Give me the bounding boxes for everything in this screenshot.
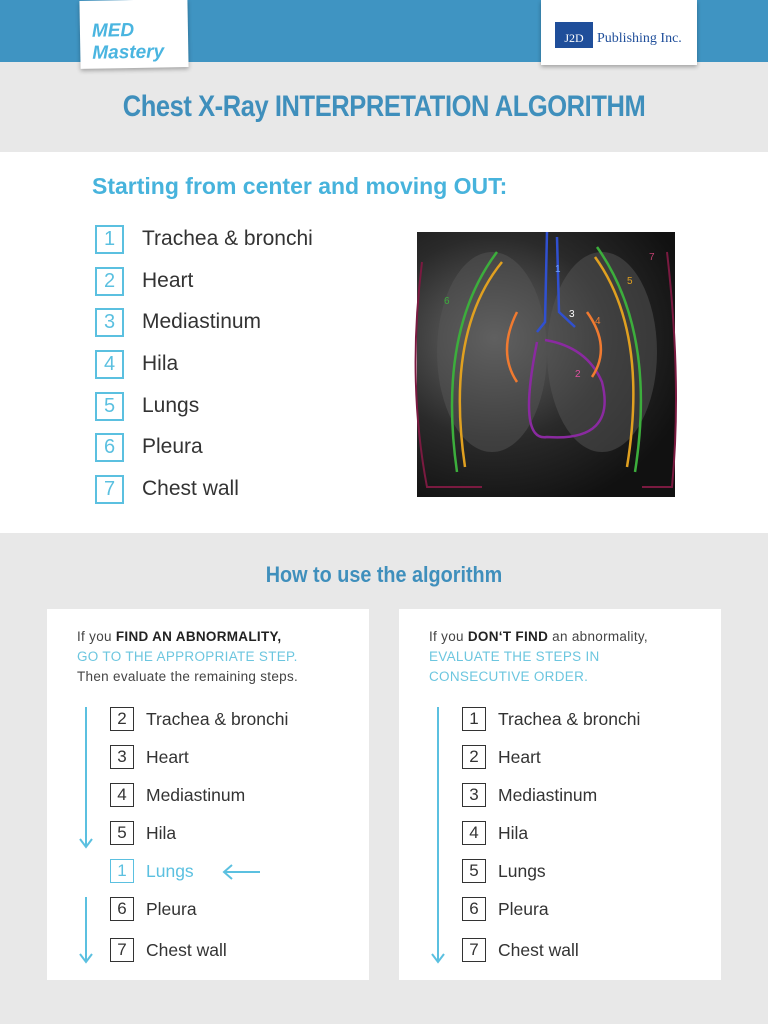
step-item — [95, 392, 199, 420]
howto-title: How to use the algorithm — [265, 562, 503, 587]
step-number: 1 — [462, 707, 486, 731]
step-number: 4 — [110, 783, 134, 807]
logo-text: MED Mastery — [91, 19, 165, 64]
step-number: 3 — [462, 783, 486, 807]
no-abnormality-card — [399, 609, 721, 980]
step-label: Hila — [142, 352, 179, 375]
algorithm-step — [110, 821, 176, 845]
down-arrow-icon — [429, 707, 449, 967]
intro-text-2: Then evaluate the remaining steps. — [77, 669, 299, 684]
step-label: Heart — [142, 269, 194, 292]
xray-label-3: 3 — [569, 309, 575, 320]
j2d-text: Publishing Inc. — [597, 31, 682, 46]
intro-text: If you — [77, 629, 116, 644]
step-number: 2 — [95, 267, 124, 296]
step-number: 2 — [110, 707, 134, 731]
algorithm-step — [110, 897, 197, 921]
step-label: Trachea & bronchi — [142, 227, 313, 250]
intro-cyan-2: CONSECUTIVE ORDER. — [429, 669, 589, 684]
step-label: Lungs — [142, 394, 200, 417]
step-item — [95, 433, 203, 461]
step-label: Pleura — [498, 898, 549, 919]
step-label: Hila — [146, 822, 177, 843]
step-label: Chest wall — [498, 939, 579, 960]
page-title: Chest X-Ray INTERPRETATION ALGORITHM — [122, 90, 646, 123]
intro-bold: DON‘T FIND — [467, 629, 549, 644]
step-number: 7 — [110, 938, 134, 962]
j2d-logo — [541, 0, 697, 65]
algorithm-step — [462, 707, 640, 731]
step-number: 2 — [462, 745, 486, 769]
algorithm-step — [110, 707, 288, 731]
algorithm-step — [110, 938, 227, 962]
step-number: 1 — [110, 859, 134, 883]
step-label: Mediastinum — [498, 784, 598, 805]
step-label: Pleura — [142, 435, 203, 458]
xray-label-2: 2 — [575, 369, 581, 380]
step-label: Hila — [498, 822, 529, 843]
intro-text-2: an abnormality, — [548, 629, 648, 644]
algorithm-step — [462, 783, 597, 807]
chest-xray-image — [417, 232, 675, 497]
step-label: Trachea & bronchi — [498, 708, 641, 729]
step-number: 6 — [462, 897, 486, 921]
left-arrow-icon — [222, 862, 262, 882]
med-mastery-logo — [79, 0, 188, 69]
algorithm-step — [110, 745, 189, 769]
step-number: 6 — [110, 897, 134, 921]
no-abnormality-intro — [429, 627, 648, 687]
xray-label-5: 5 — [627, 276, 633, 287]
xray-label-1: 1 — [555, 264, 561, 275]
intro-cyan: EVALUATE THE STEPS IN — [429, 649, 600, 664]
xray-label-4: 4 — [595, 316, 601, 327]
intro-bold: FIND AN ABNORMALITY, — [115, 629, 282, 644]
section-subtitle: Starting from center and moving OUT: — [92, 173, 508, 199]
intro-text: If you — [429, 629, 468, 644]
step-item — [95, 225, 313, 253]
j2d-mark: J2D — [555, 22, 593, 48]
step-label: Lungs — [146, 860, 194, 881]
step-number: 5 — [462, 859, 486, 883]
step-item — [95, 267, 193, 295]
step-item — [95, 475, 239, 503]
step-item — [95, 350, 178, 378]
step-number: 4 — [462, 821, 486, 845]
step-number: 1 — [95, 225, 124, 254]
xray-label-7: 7 — [649, 252, 655, 263]
algorithm-step — [462, 745, 541, 769]
algorithm-step — [462, 821, 528, 845]
down-arrows-icon — [77, 707, 97, 967]
step-label: Chest wall — [142, 477, 239, 500]
algorithm-step — [110, 859, 194, 883]
abnormality-intro — [77, 627, 298, 687]
step-number: 5 — [110, 821, 134, 845]
algorithm-step — [462, 938, 579, 962]
step-number: 7 — [95, 475, 124, 504]
step-label: Chest wall — [146, 939, 227, 960]
step-label: Heart — [146, 746, 189, 767]
step-label: Pleura — [146, 898, 197, 919]
algorithm-step — [462, 897, 549, 921]
step-label: Mediastinum — [146, 784, 246, 805]
algorithm-step — [462, 859, 546, 883]
step-number: 6 — [95, 433, 124, 462]
step-label: Trachea & bronchi — [146, 708, 289, 729]
algorithm-step — [110, 783, 245, 807]
step-number: 4 — [95, 350, 124, 379]
abnormality-card — [47, 609, 369, 980]
step-item — [95, 308, 261, 336]
step-label: Lungs — [498, 860, 546, 881]
step-number: 3 — [110, 745, 134, 769]
step-label: Heart — [498, 746, 541, 767]
step-label: Mediastinum — [142, 310, 262, 333]
step-number: 7 — [462, 938, 486, 962]
intro-cyan: GO TO THE APPROPRIATE STEP. — [77, 649, 298, 664]
step-number: 3 — [95, 308, 124, 337]
step-number: 5 — [95, 392, 124, 421]
xray-label-6: 6 — [444, 296, 450, 307]
